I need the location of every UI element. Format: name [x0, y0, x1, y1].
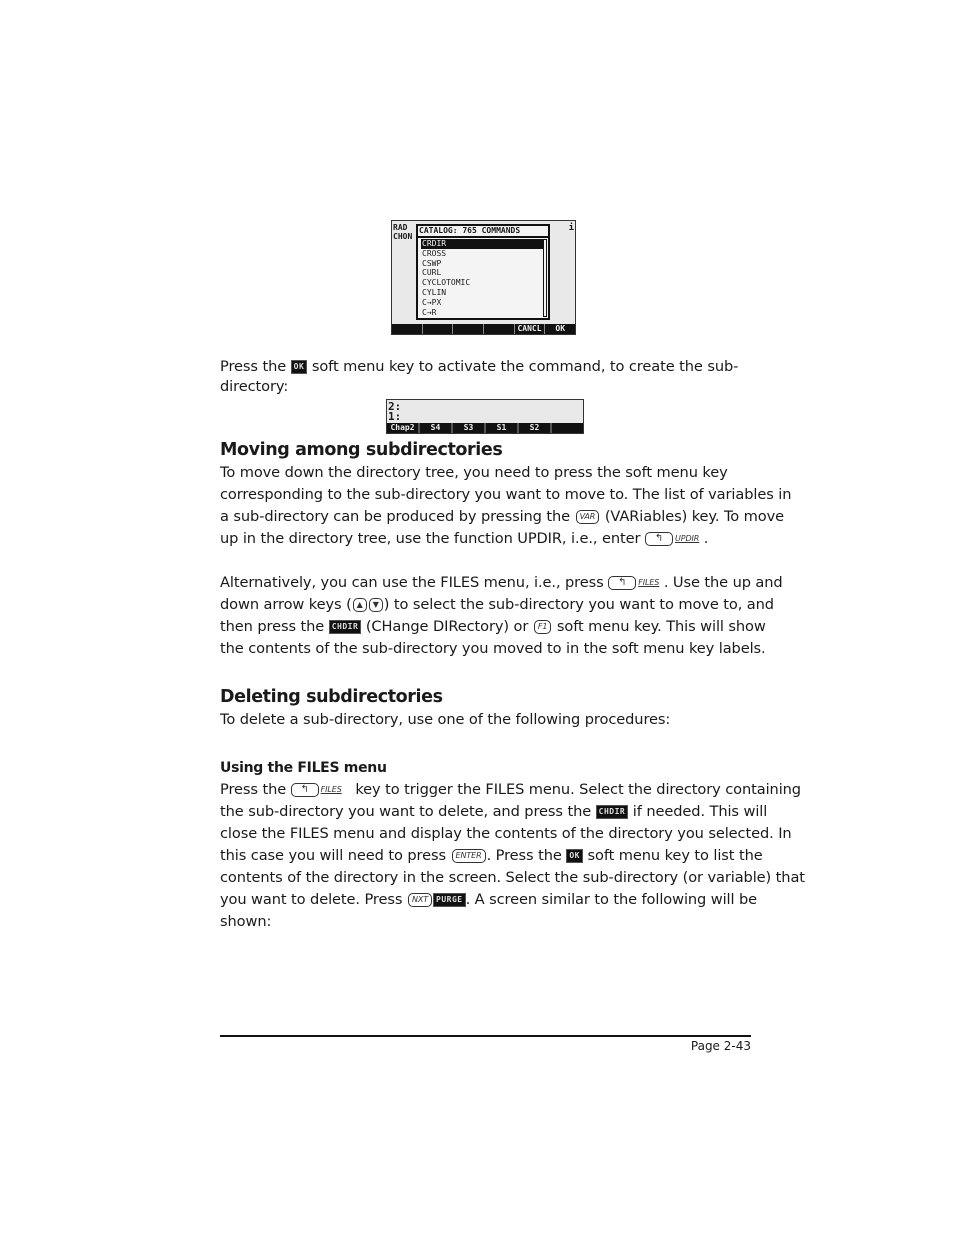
softmenu-ok[interactable]: OK — [544, 324, 575, 334]
softmenu-key[interactable] — [392, 324, 422, 334]
text: this case you will need to press — [220, 847, 446, 864]
files-label: FILES — [320, 785, 342, 794]
stack-level-2: 2: — [388, 400, 402, 413]
catalog-screen — [391, 220, 576, 335]
enter-key-icon: ENTER — [452, 849, 486, 863]
text: the sub-directory you want to delete, and press the — [220, 803, 592, 820]
text: directory: — [220, 378, 289, 395]
left-shift-key-icon: ↰ — [291, 783, 319, 797]
text: up in the directory tree, use the function UPDIR, i.e., enter — [220, 530, 641, 547]
text: the contents of the sub-directory you moved to in the soft menu key labels. — [220, 640, 766, 657]
left-shift-key-icon: ↰ — [645, 532, 673, 546]
softmenu-key[interactable] — [422, 324, 453, 334]
stack-level-1: 1: — [388, 410, 402, 423]
text: if needed. This will — [632, 803, 768, 820]
text: soft menu key to list the — [587, 847, 763, 864]
text: (CHange DIRectory) or — [365, 618, 529, 635]
text: corresponding to the sub-directory you want to move to. The list of variables in — [220, 486, 792, 503]
status-chon: CHON — [393, 232, 413, 241]
list-item[interactable]: C→R — [422, 307, 437, 317]
text: (VARiables) key. To move — [604, 508, 785, 525]
softmenu-key[interactable]: Chap2 — [390, 423, 415, 432]
soft-menu-bar — [392, 324, 575, 334]
softmenu-key[interactable] — [452, 324, 483, 334]
list-item[interactable]: CYLIN — [422, 287, 447, 297]
status-area — [393, 223, 412, 241]
catalog-list-box — [416, 224, 550, 320]
chdir-softkey-icon: CHDIR — [329, 620, 362, 634]
softmenu-cancel[interactable]: CANCL — [514, 324, 545, 334]
text: Alternatively, you can use the FILES menu, i.e., press — [220, 574, 604, 591]
heading-deleting: Deleting subdirectories — [220, 687, 443, 707]
paragraph-deleting-intro — [220, 709, 670, 731]
list-item[interactable]: CYCLOTOMIC — [422, 278, 471, 288]
paragraph-files-menu — [220, 779, 805, 933]
softmenu-key[interactable] — [483, 324, 514, 334]
text: key to trigger the FILES menu. Select the directory containing — [355, 781, 801, 798]
left-shift-key-icon: ↰ — [608, 576, 636, 590]
ok-softkey-icon: OK — [291, 360, 308, 374]
down-arrow-key-icon: ▼ — [369, 598, 383, 612]
text: Press the — [220, 781, 287, 798]
text: ) to select the sub-directory you want to move to, and — [383, 596, 774, 613]
footer-divider — [220, 1035, 751, 1037]
text: . A screen similar to the following will be — [465, 891, 758, 908]
text: soft menu key. This will show — [556, 618, 766, 635]
text: . Use the up and — [663, 574, 783, 591]
updir-label: UPDIR — [674, 534, 700, 543]
text: down arrow keys ( — [220, 596, 352, 613]
subheading-files-menu: Using the FILES menu — [220, 760, 387, 776]
text: shown: — [220, 913, 272, 930]
softmenu-key[interactable]: S2 — [517, 423, 550, 433]
list-item[interactable]: CURL — [422, 268, 442, 278]
paragraph-activate — [220, 356, 738, 395]
text: then press the — [220, 618, 325, 635]
text: To delete a sub-directory, use one of the following procedures: — [220, 711, 671, 728]
text: contents of the directory in the screen. Select the sub-directory (or variable) that — [220, 869, 805, 886]
softmenu-key[interactable]: S1 — [484, 423, 517, 433]
list-item[interactable]: CSWP — [422, 258, 442, 268]
page-number: Page 2-43 — [690, 1039, 751, 1053]
soft-menu-bar — [387, 423, 583, 433]
catalog-title: CATALOG: 765 COMMANDS — [419, 226, 521, 235]
catalog-divider — [418, 236, 548, 238]
list-item[interactable]: C→PX — [422, 297, 442, 307]
list-item[interactable]: CROSS — [422, 248, 447, 258]
status-rad: RAD — [393, 223, 408, 232]
heading-moving: Moving among subdirectories — [220, 440, 503, 460]
softmenu-key[interactable]: S3 — [451, 423, 484, 433]
text: Press the — [220, 358, 287, 375]
var-key-icon: VAR — [576, 510, 600, 524]
catalog-list — [421, 239, 543, 317]
text: . Press the — [486, 847, 562, 864]
list-item[interactable]: CRDIR — [421, 239, 543, 249]
files-label: FILES — [638, 578, 660, 587]
softmenu-key[interactable] — [550, 423, 583, 433]
text: a sub-directory can be produced by pressing the — [220, 508, 571, 525]
text: . — [703, 530, 709, 547]
chdir-softkey-icon: CHDIR — [596, 805, 629, 819]
text: close the FILES menu and display the contents of the directory you selected. In — [220, 825, 792, 842]
text: soft menu key to activate the command, to create the sub- — [311, 358, 739, 375]
text: To move down the directory tree, you need to press the soft menu key — [220, 464, 728, 481]
paragraph-moving — [220, 462, 791, 660]
ok-softkey-icon: OK — [566, 849, 583, 863]
nxt-key-icon: NXT — [408, 893, 432, 907]
f1-key-icon: F1 — [534, 620, 552, 634]
purge-softkey-icon: PURGE — [433, 893, 466, 907]
scrollbar[interactable] — [543, 239, 547, 317]
indicator-icon: i — [568, 223, 574, 233]
up-arrow-key-icon: ▲ — [353, 598, 367, 612]
stack-screen — [386, 399, 584, 434]
softmenu-key[interactable]: S4 — [418, 423, 451, 433]
text: you want to delete. Press — [220, 891, 403, 908]
